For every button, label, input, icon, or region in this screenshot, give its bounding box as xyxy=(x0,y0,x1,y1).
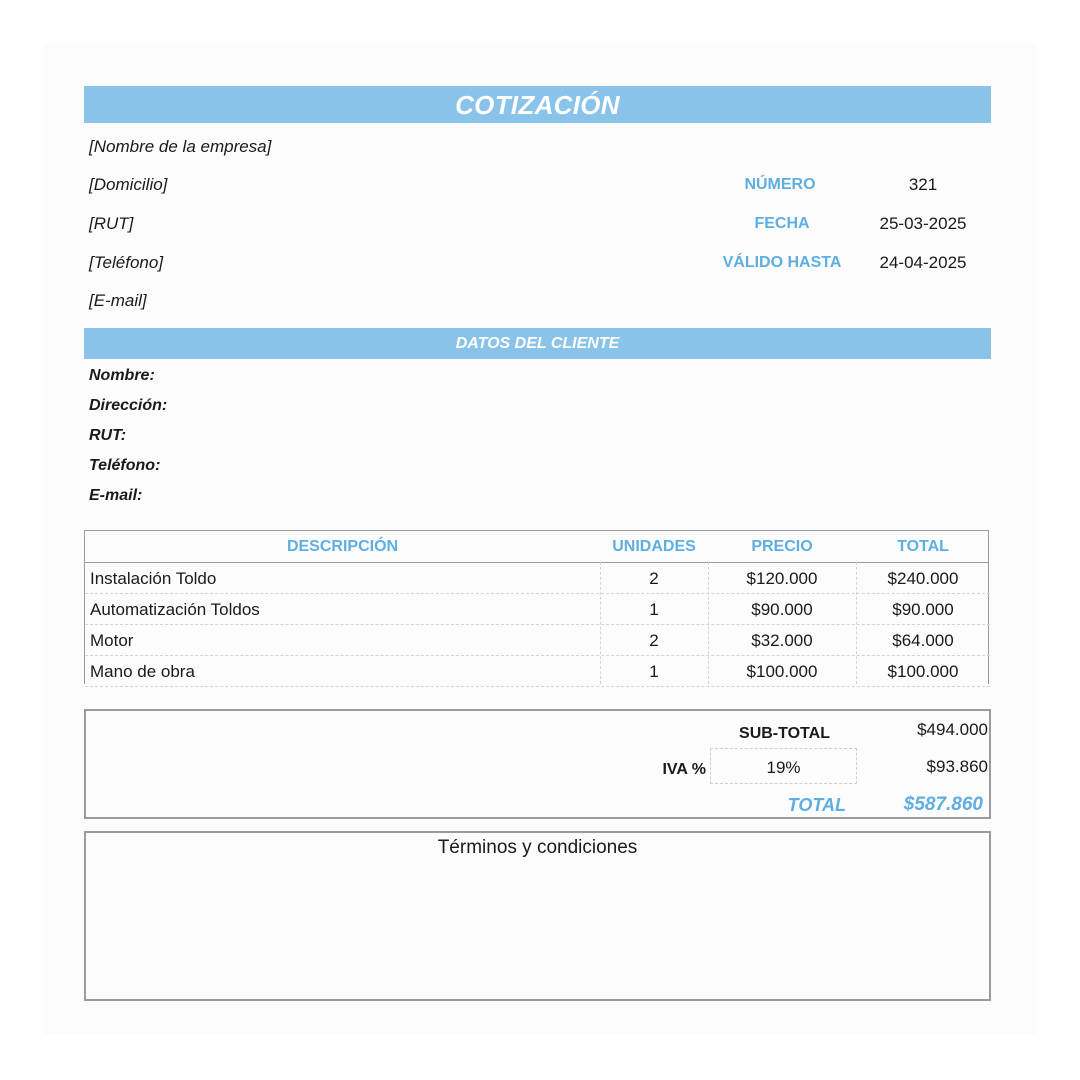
item-price[interactable]: $120.000 xyxy=(746,569,818,588)
iva-value[interactable]: $93.860 xyxy=(926,757,988,776)
column-divider xyxy=(600,562,601,684)
valid-until-value[interactable]: 24-04-2025 xyxy=(879,253,967,272)
table-row[interactable] xyxy=(85,563,990,594)
client-address-label: Dirección: xyxy=(89,397,168,414)
client-section-header: DATOS DEL CLIENTE xyxy=(84,328,991,359)
item-description[interactable]: Motor xyxy=(90,631,134,650)
date-value[interactable]: 25-03-2025 xyxy=(879,214,967,233)
subtotal-label: SUB-TOTAL xyxy=(739,725,830,742)
item-total[interactable]: $90.000 xyxy=(892,600,954,619)
company-address[interactable]: [Domicilio] xyxy=(89,175,168,194)
item-units[interactable]: 1 xyxy=(649,600,659,619)
number-value[interactable]: 321 xyxy=(908,175,938,194)
company-name[interactable]: [Nombre de la empresa] xyxy=(89,137,272,156)
terms-title: Términos y condiciones xyxy=(437,837,638,858)
client-rut-label: RUT: xyxy=(89,427,127,444)
item-total[interactable]: $100.000 xyxy=(887,662,959,681)
item-price[interactable]: $100.000 xyxy=(746,662,818,681)
item-total[interactable]: $64.000 xyxy=(892,631,954,650)
item-units[interactable]: 2 xyxy=(649,631,659,650)
date-label: FECHA xyxy=(754,215,810,232)
company-email[interactable]: [E-mail] xyxy=(89,291,147,310)
valid-until-label: VÁLIDO HASTA xyxy=(722,254,842,271)
iva-rate-input[interactable]: 19% xyxy=(710,748,857,784)
client-email-label: E-mail: xyxy=(89,487,143,504)
column-divider xyxy=(856,562,857,684)
document-title: COTIZACIÓN xyxy=(84,86,991,123)
company-rut[interactable]: [RUT] xyxy=(89,214,134,233)
item-price[interactable]: $90.000 xyxy=(751,600,813,619)
item-units[interactable]: 2 xyxy=(649,569,659,588)
column-header-description: DESCRIPCIÓN xyxy=(286,538,399,555)
grand-total-label: TOTAL xyxy=(787,795,846,815)
company-phone[interactable]: [Teléfono] xyxy=(89,253,164,272)
item-total[interactable]: $240.000 xyxy=(887,569,959,588)
number-label: NÚMERO xyxy=(744,176,816,193)
table-row[interactable] xyxy=(85,656,990,687)
column-header-total: TOTAL xyxy=(897,538,949,555)
table-row[interactable] xyxy=(85,625,990,656)
item-units[interactable]: 1 xyxy=(649,662,659,681)
iva-label: IVA % xyxy=(662,761,706,778)
item-description[interactable]: Mano de obra xyxy=(90,662,195,681)
terms-box[interactable] xyxy=(84,831,991,1001)
column-header-units: UNIDADES xyxy=(612,538,696,555)
column-header-price: PRECIO xyxy=(751,538,813,555)
table-row[interactable] xyxy=(85,594,990,625)
client-phone-label: Teléfono: xyxy=(89,457,161,474)
column-divider xyxy=(708,562,709,684)
totals-box xyxy=(84,709,991,819)
item-description[interactable]: Instalación Toldo xyxy=(90,569,217,588)
grand-total-value[interactable]: $587.860 xyxy=(903,794,983,815)
subtotal-value[interactable]: $494.000 xyxy=(917,720,988,739)
item-description[interactable]: Automatización Toldos xyxy=(90,600,260,619)
items-table xyxy=(84,530,989,684)
item-price[interactable]: $32.000 xyxy=(751,631,813,650)
client-name-label: Nombre: xyxy=(89,367,155,384)
